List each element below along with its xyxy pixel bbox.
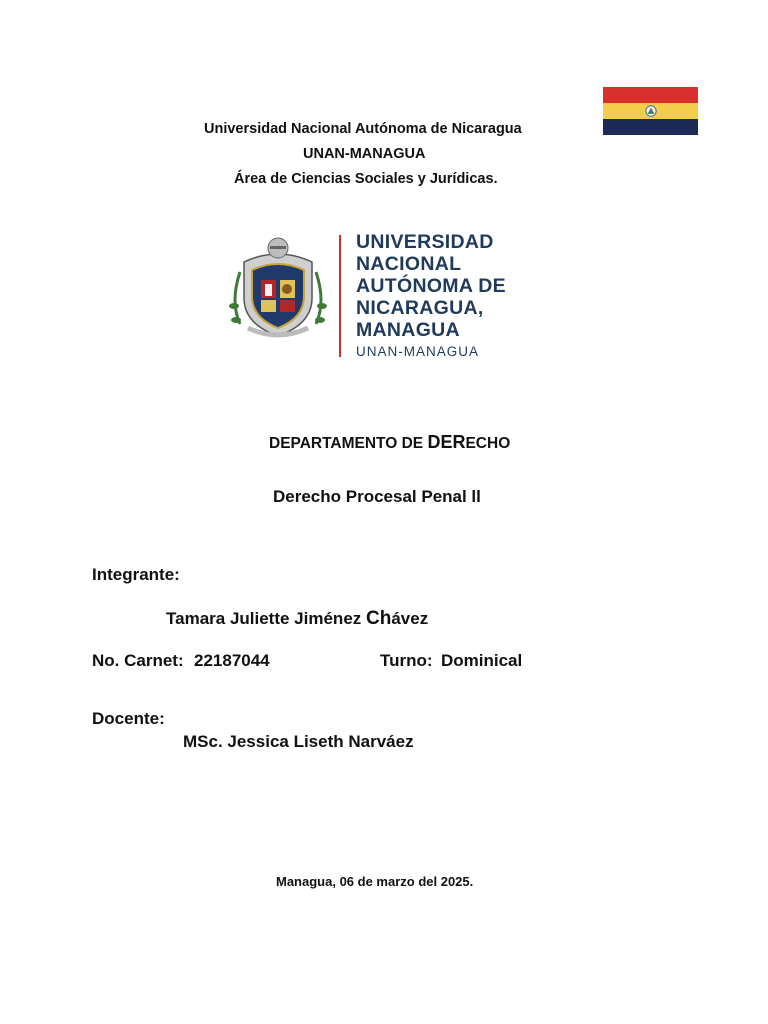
faculty-area: Área de Ciencias Sociales y Jurídicas. xyxy=(234,171,498,187)
member-label: Integrante: xyxy=(92,565,180,584)
carnet-label: No. Carnet: xyxy=(92,651,184,670)
department-prefix: DEPARTAMENTO DE xyxy=(269,435,428,452)
university-crest-icon xyxy=(226,232,330,342)
shift-value: Dominical xyxy=(441,651,523,670)
flag-stripe-bottom xyxy=(603,119,698,135)
nicaragua-flag xyxy=(603,87,698,135)
department-suffix: ECHO xyxy=(465,435,511,452)
member-name xyxy=(166,608,428,630)
logo-subtitle: UNAN-MANAGUA xyxy=(356,344,480,359)
shift-label: Turno: xyxy=(380,651,433,670)
place-date: Managua, 06 de marzo del 2025. xyxy=(276,874,474,889)
logo-text-line: MANAGUA xyxy=(356,319,460,341)
logo-text-line: UNIVERSIDAD xyxy=(356,231,494,253)
logo-divider xyxy=(339,235,341,357)
logo-text-line: AUTÓNOMA DE xyxy=(356,275,506,297)
department-emphasis: DER xyxy=(427,432,466,452)
logo-text-line: NICARAGUA, xyxy=(356,297,484,319)
teacher-label: Docente: xyxy=(92,709,165,728)
member-name-part: Tamara Juliette Jiménez xyxy=(166,609,366,628)
university-acronym: UNAN-MANAGUA xyxy=(303,146,426,162)
university-logo xyxy=(196,226,546,366)
member-name-part: ávez xyxy=(391,609,429,628)
teacher-name: MSc. Jessica Liseth Narváez xyxy=(183,732,414,751)
carnet-value: 22187044 xyxy=(194,651,270,670)
flag-stripe-top xyxy=(603,87,698,103)
member-name-emphasis: Ch xyxy=(366,608,392,629)
department-title xyxy=(269,432,510,453)
logo-text-line: NACIONAL xyxy=(356,253,462,275)
university-name: Universidad Nacional Autónoma de Nicaragua xyxy=(204,121,522,137)
course-title: Derecho Procesal Penal ll xyxy=(273,487,481,506)
nicaragua-coat-of-arms-icon xyxy=(645,105,657,117)
